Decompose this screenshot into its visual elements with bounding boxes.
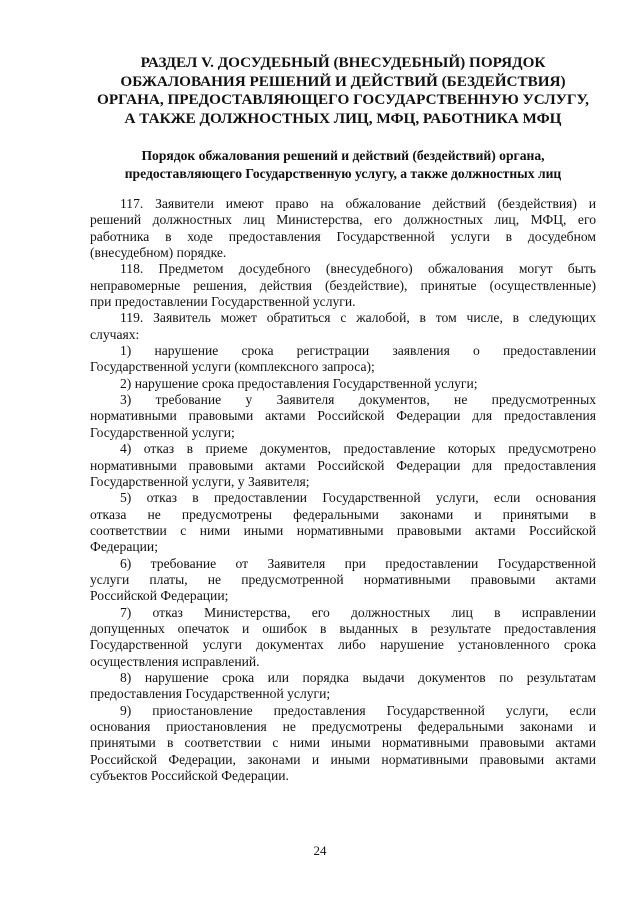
- paragraph-line: при предоставлении Государственной услуги.: [90, 294, 356, 310]
- paragraph-line: 3) требование у Заявителя документов, не предусмотренных: [120, 392, 596, 408]
- paragraph-line: Государственной услуги документах либо нарушение установленного срока: [90, 637, 596, 653]
- paragraph-line: неправомерные решения, действия (бездействие), принятые (осуществленные): [90, 277, 596, 293]
- paragraph-line: работника в ходе предоставления Государственной услуги в досудебном: [90, 228, 596, 244]
- paragraph: [90, 670, 596, 703]
- paragraph-line: Государственной услуги, у Заявителя;: [90, 473, 310, 489]
- paragraph: [90, 196, 596, 261]
- paragraph: [90, 392, 596, 441]
- section-title: [88, 54, 598, 128]
- paragraph-line: предоставления Государственной услуги;: [90, 686, 331, 702]
- page-number: 24: [313, 843, 327, 858]
- paragraph-line: Российской Федерации, законами и иными нормативными правовыми актами: [90, 751, 596, 767]
- section-title-line: ОРГАНА, ПРЕДОСТАВЛЯЮЩЕГО ГОСУДАРСТВЕННУЮ УСЛУГУ,: [97, 91, 589, 108]
- paragraph-line: допущенных опечаток и ошибок в выданных в результате предоставления: [90, 620, 596, 636]
- paragraph: [90, 261, 596, 310]
- paragraph-line: основания приостановления не предусмотрены федеральными законами и: [90, 719, 596, 734]
- paragraph-line: 1) нарушение срока регистрации заявления о предоставлении: [120, 343, 596, 359]
- paragraph: [90, 376, 596, 392]
- paragraph-line: Российской Федерации;: [90, 588, 229, 604]
- paragraph-line: Государственной услуги (комплексного запроса);: [90, 359, 375, 375]
- paragraph-line: принятыми в соответствии с ними иными нормативными правовыми актами: [90, 735, 596, 751]
- paragraph-line: случаях:: [90, 326, 140, 342]
- paragraph-line: 7) отказ Министерства, его должностных лиц в исправлении: [120, 604, 596, 620]
- subtitle-line: Порядок обжалования решений и действий (бездействий) органа,: [141, 148, 545, 163]
- paragraph-line: 4) отказ в приеме документов, предоставление которых предусмотрено: [120, 441, 596, 457]
- section-title-line: ОБЖАЛОВАНИЯ РЕШЕНИЙ И ДЕЙСТВИЙ (БЕЗДЕЙСТВИЯ): [120, 72, 566, 90]
- paragraph-line: субъектов Российской Федерации.: [90, 768, 289, 784]
- paragraph-line: 6) требование от Заявителя при предоставлении Государственной: [120, 555, 596, 571]
- paragraph-line: осуществления исправлений.: [90, 653, 260, 669]
- section-title-line: А ТАКЖЕ ДОЛЖНОСТНЫХ ЛИЦ, МФЦ, РАБОТНИКА МФЦ: [124, 109, 562, 127]
- paragraph-line: соответствии с ними иными нормативными правовыми актами Российской: [90, 522, 596, 538]
- paragraph: [90, 556, 596, 605]
- paragraph-line: 8) нарушение срока или порядка выдачи документов по результатам: [120, 669, 596, 685]
- paragraph: [90, 343, 596, 376]
- paragraph-line: решений должностных лиц Министерства, его должностных лиц, МФЦ, его: [90, 212, 596, 228]
- paragraph-line: 117. Заявители имеют право на обжалование действий (бездействия) и: [120, 196, 596, 211]
- paragraph-line: отказа не предусмотрены федеральными законами и принятыми в: [90, 506, 596, 522]
- paragraph-line: нормативными правовыми актами Российской Федерации для предоставления: [90, 457, 596, 473]
- section-title-line: РАЗДЕЛ V. ДОСУДЕБНЫЙ (ВНЕСУДЕБНЫЙ) ПОРЯДОК: [140, 54, 546, 71]
- paragraph: [90, 605, 596, 670]
- paragraph-line: 118. Предметом досудебного (внесудебного) обжалования могут быть: [120, 261, 596, 277]
- paragraph: [90, 441, 596, 490]
- paragraph-line: Государственной услуги;: [90, 424, 235, 440]
- paragraph-line: услуги платы, не предусмотренной нормативными правовыми актами: [90, 571, 596, 587]
- paragraph-line: 119. Заявитель может обратиться с жалобой, в том числе, в следующих: [120, 310, 596, 326]
- document-body: [90, 196, 596, 784]
- paragraph-line: Федерации;: [90, 539, 158, 555]
- paragraph: [90, 310, 596, 343]
- paragraph-line: 9) приостановление предоставления Государственной услуги, если: [120, 702, 596, 718]
- section-subtitle: [88, 147, 598, 183]
- paragraph: [90, 703, 596, 785]
- paragraph-line: 2) нарушение срока предоставления Государственной услуги;: [120, 375, 478, 391]
- paragraph: [90, 490, 596, 555]
- subtitle-line: предоставляющего Государственную услугу, а также должностных лиц: [124, 166, 562, 181]
- paragraph-line: (внесудебном) порядке.: [90, 245, 227, 261]
- paragraph-line: 5) отказ в предоставлении Государственной услуги, если основания: [120, 490, 596, 506]
- paragraph-line: нормативными правовыми актами Российской Федерации для предоставления: [90, 408, 596, 424]
